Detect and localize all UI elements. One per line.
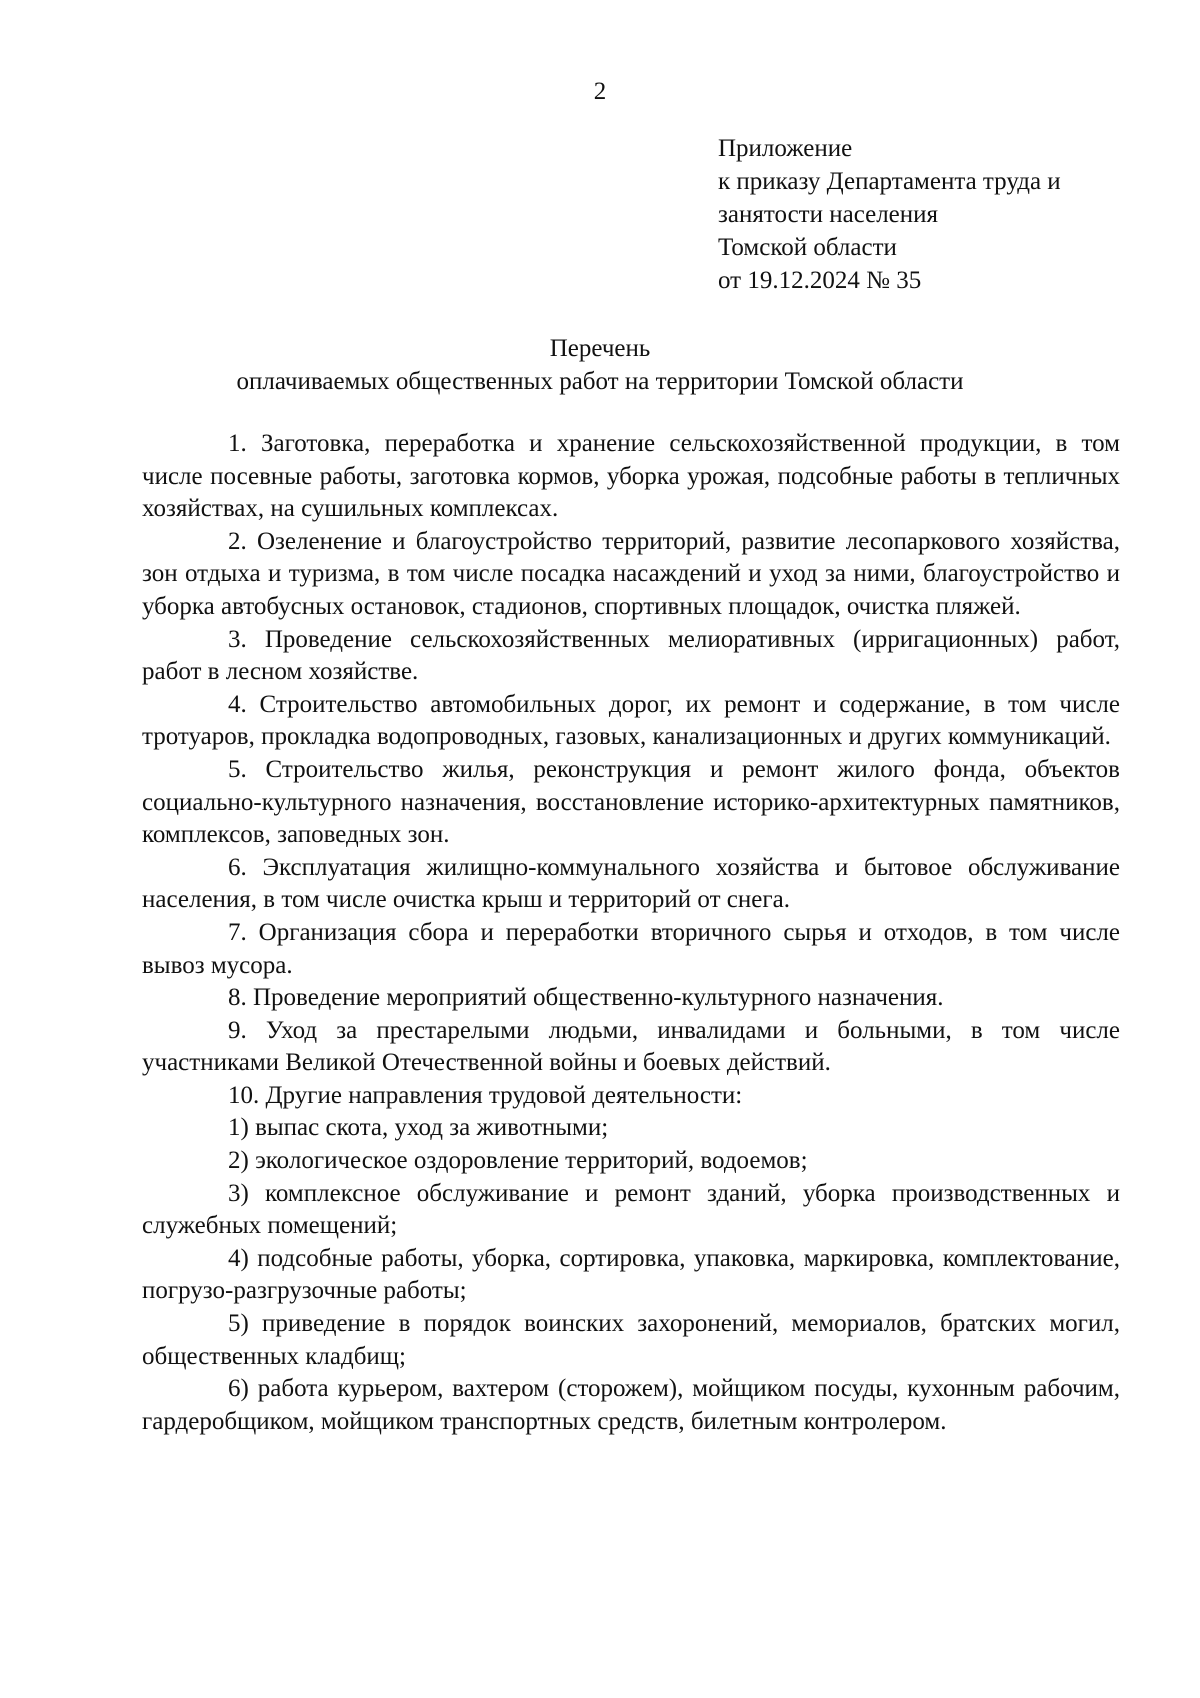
list-item: 5. Строительство жилья, реконструкция и ремонт жилого фонда, объектов социально-культурного назначения, восстановление историко-архитектурных памятников, комплексов, заповедных зон. <box>142 755 1120 849</box>
list-item: 10. Другие направления трудовой деятельности: <box>228 1081 743 1109</box>
title-heading: Перечень <box>549 335 651 362</box>
document-title <box>0 332 1200 398</box>
list-body <box>142 428 1120 1438</box>
sub-list-item: 4) подсобные работы, уборка, сортировка, упаковка, маркировка, комплектование, погрузо-разгрузочные работы; <box>142 1244 1120 1305</box>
appendix-line: от 19.12.2024 № 35 <box>718 267 922 294</box>
title-subheading: оплачиваемых общественных работ на территории Томской области <box>236 368 964 395</box>
list-item: 6. Эксплуатация жилищно-коммунального хозяйства и бытовое обслуживание населения, в том числе очистка крыш и территорий от снега. <box>142 853 1120 914</box>
sub-list-item: 3) комплексное обслуживание и ремонт зданий, уборка производственных и служебных помещений; <box>142 1179 1120 1240</box>
list-item: 1. Заготовка, переработка и хранение сельскохозяйственной продукции, в том числе посевные работы, заготовка кормов, уборка урожая, подсобные работы в тепличных хозяйствах, на сушильных комплексах. <box>142 430 1120 523</box>
list-item: 3. Проведение сельскохозяйственных мелиоративных (ирригационных) работ, работ в лесном хозяйстве. <box>142 625 1120 686</box>
appendix-line: Томской области <box>718 234 897 261</box>
appendix-line: занятости населения <box>718 201 939 228</box>
appendix-line: Приложение <box>718 135 853 162</box>
appendix-line: к приказу Департамента труда и <box>718 168 1061 195</box>
sub-list-item: 1) выпас скота, уход за животными; <box>228 1114 609 1142</box>
page-number: 2 <box>593 78 607 105</box>
list-item: 7. Организация сбора и переработки вторичного сырья и отходов, в том числе вывоз мусора. <box>142 918 1120 979</box>
list-item: 8. Проведение мероприятий общественно-культурного назначения. <box>228 984 944 1012</box>
list-item: 4. Строительство автомобильных дорог, их ремонт и содержание, в том числе тротуаров, прокладка водопроводных, газовых, канализационных и других коммуникаций. <box>142 690 1120 751</box>
sub-list-item: 6) работа курьером, вахтером (сторожем), мойщиком посуды, кухонным рабочим, гардеробщиком, мойщиком транспортных средств, билетным контролером. <box>142 1375 1120 1435</box>
sub-list-item: 2) экологическое оздоровление территорий, водоемов; <box>228 1147 808 1175</box>
appendix-block <box>718 132 1158 297</box>
sub-list-item: 5) приведение в порядок воинских захоронений, мемориалов, братских могил, общественных кладбищ; <box>142 1310 1120 1370</box>
list-item: 2. Озеленение и благоустройство территорий, развитие лесопаркового хозяйства, зон отдыха и туризма, в том числе посадка насаждений и уход за ними, благоустройство и уборка автобусных остановок, стадионов, спортивных площадок, очистка пляжей. <box>142 527 1120 620</box>
list-item: 9. Уход за престарелыми людьми, инвалидами и больными, в том числе участниками Великой Отечественной войны и боевых действий. <box>142 1016 1120 1077</box>
